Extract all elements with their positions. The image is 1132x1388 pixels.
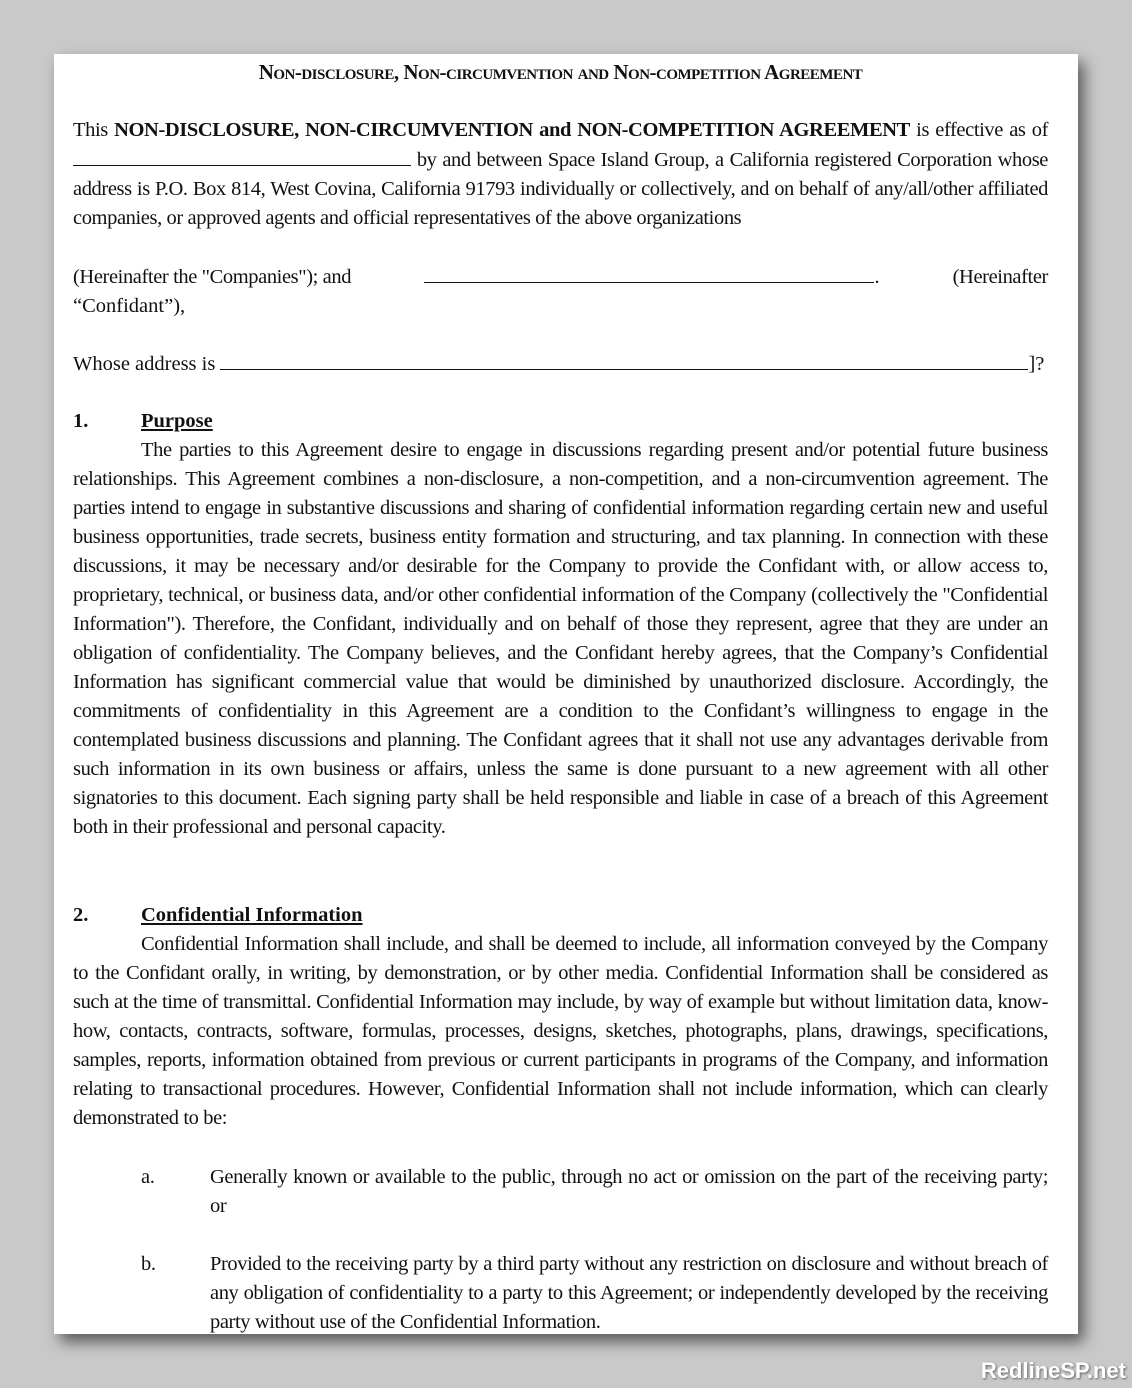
confidant-name-blank[interactable] bbox=[424, 262, 874, 283]
section-number: 1. bbox=[73, 410, 89, 432]
list-item-text: Generally known or available to the public, through no act or omission on the part of the receiving party; or bbox=[210, 1166, 1048, 1217]
hereinafter-block bbox=[73, 262, 1048, 321]
document-title: Non-disclosure, Non-circumvention and Non-competition Agreement bbox=[258, 60, 863, 84]
intro-this: This bbox=[73, 119, 115, 141]
address-end: ]? bbox=[1028, 353, 1045, 375]
section-number: 2. bbox=[73, 904, 89, 926]
hereinafter-period: . bbox=[874, 266, 880, 288]
list-item-text: Provided to the receiving party by a third party without any restriction on disclosure and without breach of any obligation of confidentiality to a party to this Agreement; or independently developed by the receiving party without use of the Confidential Information. bbox=[210, 1253, 1048, 1333]
address-label: Whose address is bbox=[73, 353, 216, 375]
hereinafter-companies: (Hereinafter the "Companies"); and bbox=[73, 266, 352, 288]
effective-date-blank[interactable] bbox=[73, 145, 411, 166]
list-item bbox=[141, 1250, 1048, 1334]
hereinafter-confidant: “Confidant”), bbox=[73, 295, 186, 317]
hereinafter-right: (Hereinafter bbox=[952, 266, 1048, 288]
section-body: The parties to this Agreement desire to engage in discussions regarding present and/or potential future business relationships. This Agreement combines a non-disclosure, a non-competition, and a non-circumvention agreement. The parties intend to engage in substantive discussions and sharing of confidential information regarding certain new and useful business opportunities, trade secrets, business entity formation and structuring, and tax planning. In connection with these discussions, it may be necessary and/or desirable for the Company to provide the Confidant with, or allow access to, proprietary, technical, or business data, and/or other confidential information of the Company (collectively the "Confidential Information"). Therefore, the Confidant, individually and on behalf of those they represent, agree that they are under an obligation of confidentiality. The Company believes, and the Confidant hereby agrees, that the Company’s Confidential Information has significant commercial value that would be diminished by unauthorized disclosure. Accordingly, the commitments of confidentiality in this Agreement are a condition to the Confidant’s willingness to engage in the contemplated business discussions and planning. The Confidant agrees that it shall not use any advantages derivable from such information in its own business or affairs, unless the same is done pursuant to a new agreement with all other signatories to this document. Each signing party shall be held responsible and liable in case of a breach of this Agreement both in their professional and personal capacity. bbox=[73, 439, 1048, 838]
section-title: Purpose bbox=[141, 410, 213, 432]
section-title: Confidential Information bbox=[141, 904, 363, 926]
address-blank[interactable] bbox=[220, 349, 1028, 370]
section-confidential-information bbox=[73, 901, 1048, 1133]
list-item-letter: b. bbox=[141, 1253, 156, 1275]
address-line bbox=[73, 349, 1048, 379]
document-page bbox=[54, 54, 1078, 1334]
watermark-text: RedlineSP.net bbox=[980, 1358, 1126, 1383]
agreement-name: NON-DISCLOSURE, NON-CIRCUMVENTION and NON-COMPETITION AGREEMENT bbox=[114, 119, 910, 141]
intro-parties: by and between Space Island Group, a California registered Corporation whose address is P.O. Box 814, West Covina, California 91793 individually or collectively, and on behalf of any/all/other affiliated companies, or approved agents and official representatives of the above organizations bbox=[73, 149, 1048, 229]
section-heading bbox=[73, 407, 1048, 436]
list-item-letter: a. bbox=[141, 1166, 155, 1188]
intro-effective: is effective as of bbox=[909, 119, 1049, 141]
list-item bbox=[141, 1163, 1048, 1221]
section-body: Confidential Information shall include, and shall be deemed to include, all information conveyed by the Company to the Confidant orally, in writing, by demonstration, or by other media. Confidential Information shall be considered as such at the time of transmittal. Confidential Information may include, by way of example but without limitation data, know-how, contacts, contracts, software, formulas, processes, designs, sketches, photographs, plans, drawings, specifications, samples, reports, information obtained from previous or current participants in programs of the Company, and information relating to transactional procedures. However, Confidential Information shall not include information, which can clearly demonstrated to be: bbox=[73, 933, 1048, 1129]
section-purpose bbox=[73, 407, 1048, 842]
section-heading bbox=[73, 901, 1048, 930]
intro-paragraph bbox=[73, 116, 1048, 233]
